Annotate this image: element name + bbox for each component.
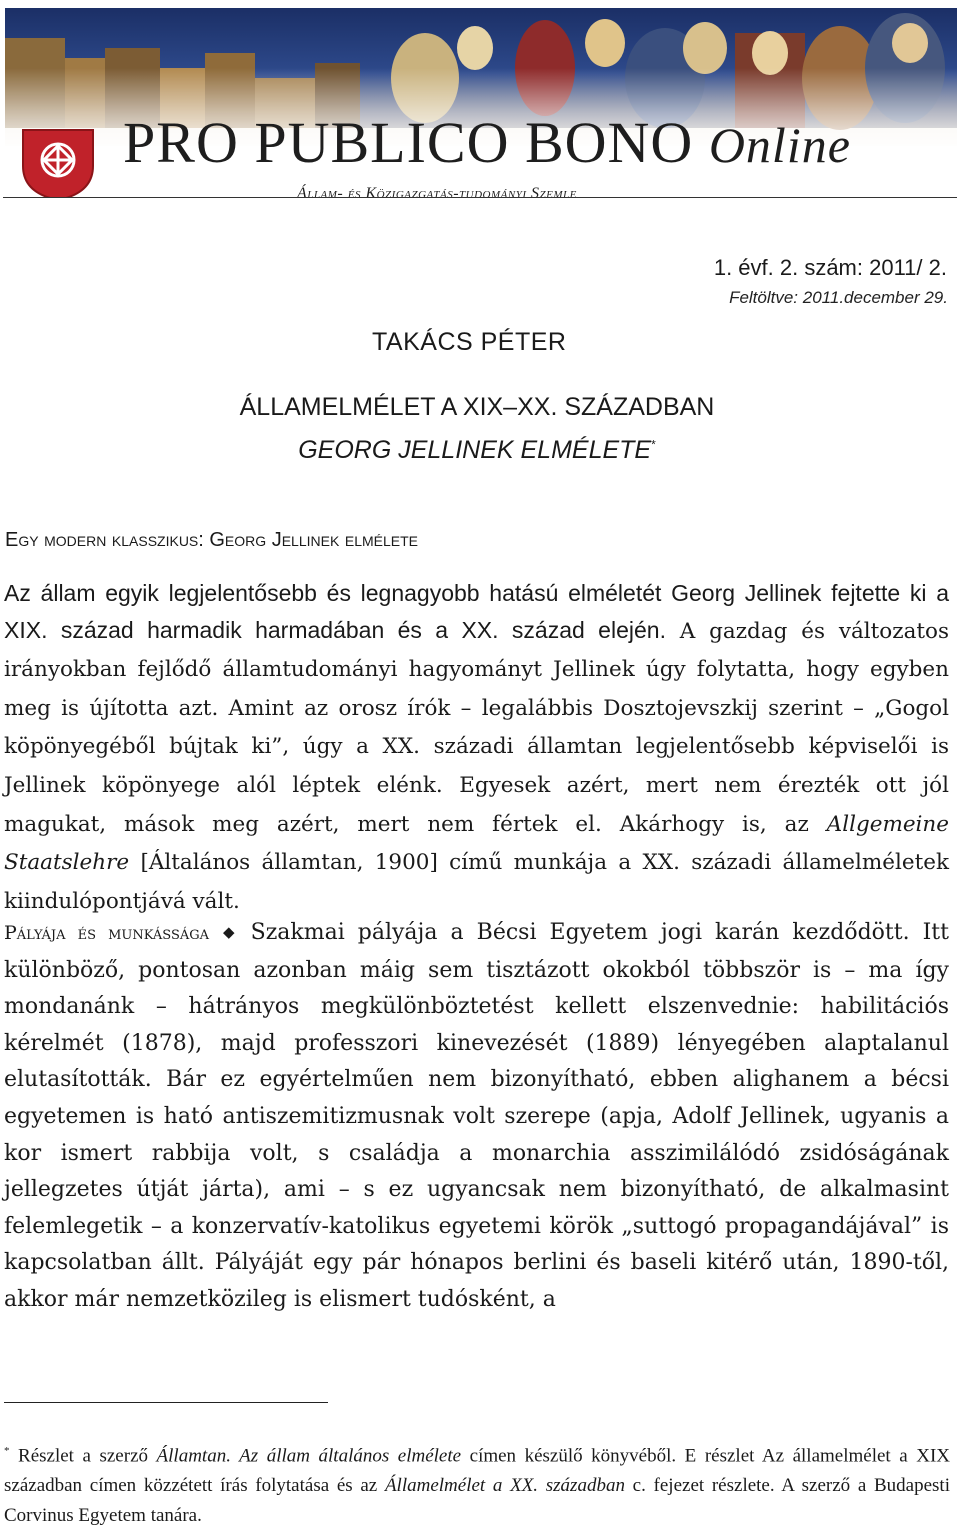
footnote-rule [4, 1402, 328, 1403]
intro-ending: [Általános államtan, 1900] című munkája a XX. századi államelméletek kiindulópontjává vált. [4, 850, 949, 914]
footnote-marker: * [4, 1445, 10, 1457]
footnote-text-b: címen készülő könyvéből. E részlet Az államelmélet a XIX században címen közzétett írás folytatása és az [4, 1445, 950, 1497]
section-heading: Egy modern klasszikus: Georg Jellinek elmélete [5, 529, 419, 551]
footnote-text-a: Részlet a szerző [9, 1445, 157, 1467]
journal-title [123, 110, 851, 175]
intro-body: A gazdag és változatos irányokban fejlődő államtudományi hagyományt Jellinek úgy folytatta, hogy egyben meg is újította azt. Amint az orosz írók – legalábbis Dosztojevszkij szerint – „Gogol köpönyegéből bújtak ki”, úgy a XX. századi államtan legjelentősebb képviselői is Jellinek köpönyege alól léptek elénk. Egyesek azért, mert nem érezték ott jól magukat, mások meg azért, mert nem fértek el. Akárhogy is, az [4, 618, 950, 837]
journal-title-text: PRO PUBLICO BONO [123, 110, 694, 175]
journal-title-online: Online [708, 117, 851, 173]
footnote [4, 1436, 950, 1531]
author-name: TAKÁCS PÉTER [372, 328, 567, 356]
journal-subtitle: Állam- és Közigazgatás-tudományi Szemle [297, 185, 577, 198]
intro-sentence: Az állam egyik legjelentősebb és legnagyobb hatású elméletét Georg Jellinek fejtette ki a XIX. század harmadik harmadában és a XX. század elején. [4, 580, 949, 643]
banner-rule [3, 197, 957, 198]
career-text: Szakmai pályája a Bécsi Egyetem jogi karán kezdődött. Itt különböző, pontosan azonban máig sem tisztázott okokból többször is – ma így mondanánk – hátrányos megkülönböztetést kellett elszenvednie: habilitációs kérelmét (1878), majd professzori kinevezését (1889) lényegében alaptalanul elutasították. Bár ez egyértelműen nem bizonyítható, ebben alighanem a bécsi egyetemen is ható antiszemitizmusnak volt szerepe (apja, Adolf Jellinek, ugyanis a kor ismert rabbija volt, s családja a monarchia asszimilálódó zsidóságának jellegzetes útját járta), ami – s ez ugyancsak nem bizonyítható, de alkalmasint felemlegetik – a konzervatív-katolikus egyetemi körök „suttogó propagandájával” is kapcsolatban állt. Pályáját egy pár hónapos berlini és baseli kitérő után, 1890-től, akkor már nemzetközileg is elismert tudósként, a [4, 920, 949, 1312]
upload-date: Feltöltve: 2011.december 29. [729, 288, 948, 307]
footnote-italic-b: Államelmélet a XX. században [384, 1475, 625, 1497]
career-heading: Pályája és munkássága [4, 922, 210, 944]
article-subtitle [0, 436, 954, 465]
diamond-separator-icon: ◆ [217, 923, 241, 941]
footnote-reference[interactable]: * [651, 437, 656, 452]
article-subtitle-text: GEORG JELLINEK ELMÉLETE [298, 436, 652, 464]
article-title: ÁLLAMELMÉLET A XIX–XX. SZÁZADBAN [239, 393, 715, 421]
journal-banner [5, 8, 957, 198]
issue-number: 1. évf. 2. szám: 2011/ 2. [713, 255, 947, 280]
footnote-text-c: c. fejezet részlete. A szerző a Budapesti Corvinus Egyetem tanára. [4, 1475, 950, 1527]
book-title-italic: Allgemeine Staatslehre [4, 811, 949, 876]
footnote-italic-a: Államtan. Az állam általános elmélete [156, 1445, 462, 1467]
paragraph-career [4, 915, 949, 1319]
paragraph-intro [4, 575, 949, 920]
